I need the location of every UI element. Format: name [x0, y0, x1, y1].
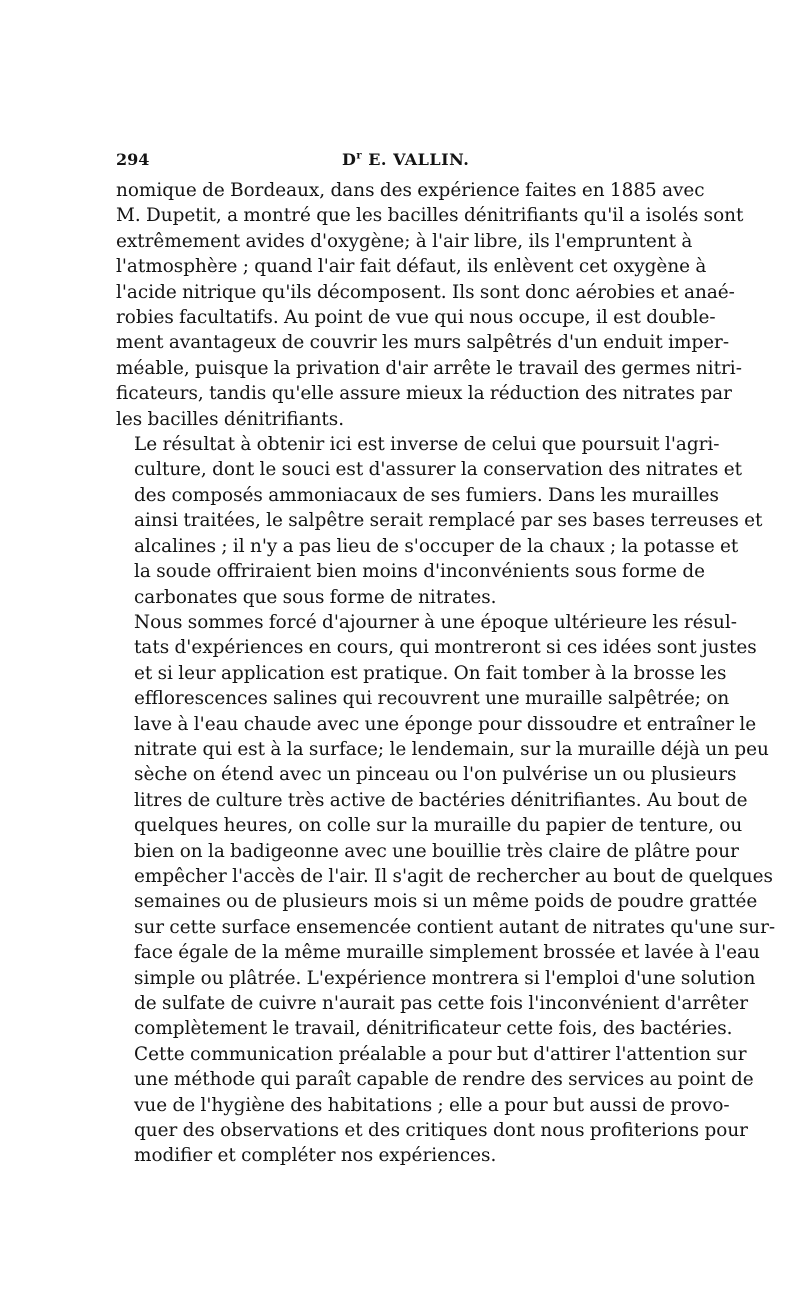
author-prefix: $D^r$	[342, 150, 363, 169]
paragraph	[116, 432, 763, 610]
text-line: culture, dont le souci est d'assurer la conservation des nitrates et	[134, 459, 742, 481]
text-line: carbonates que sous forme de nitrates.	[134, 586, 497, 608]
running-head	[342, 150, 469, 169]
text-line: les bacilles dénitrifiants.	[116, 408, 345, 430]
text-line: M. Dupetit, a montré que les bacilles dénitrifiants qu'il a isolés sont	[116, 205, 744, 227]
text-line: vue de l'hygiène des habitations ; elle a pour but aussi de provo-	[134, 1094, 730, 1116]
text-line: l'atmosphère ; quand l'air fait défaut, ils enlèvent cet oxygène à	[116, 256, 707, 278]
text-line: sur cette surface ensemencée contient autant de nitrates qu'une sur-	[134, 916, 776, 938]
text-line: semaines ou de plusieurs mois si un même poids de poudre grattée	[134, 891, 758, 913]
text-line: et si leur application est pratique. On fait tomber à la brosse les	[134, 662, 727, 684]
text-line: nitrate qui est à la surface; le lendemain, sur la muraille déjà un peu	[134, 738, 769, 760]
text-line: complètement le travail, dénitrificateur cette fois, des bactéries.	[134, 1018, 733, 1040]
text-line: modifier et compléter nos expériences.	[134, 1145, 497, 1167]
text-line: robies facultatifs. Au point de vue qui nous occupe, il est double-	[116, 307, 716, 329]
book-page	[116, 150, 776, 1169]
text-line: l'acide nitrique qu'ils décomposent. Ils sont donc aérobies et anaé-	[116, 281, 735, 303]
text-line: méable, puisque la privation d'air arrête le travail des germes nitri-	[116, 357, 742, 379]
text-line: sèche on étend avec un pinceau ou l'on pulvérise un ou plusieurs	[134, 764, 737, 786]
text-line: des composés ammoniacaux de ses fumiers. Dans les murailles	[134, 484, 719, 506]
text-line: litres de culture très active de bactéries dénitrifiantes. Au bout de	[134, 789, 748, 811]
page-number: 294	[116, 150, 150, 169]
author-name: E. VALLIN.	[362, 150, 470, 169]
text-line: de sulfate de cuivre n'aurait pas cette fois l'inconvénient d'arrêter	[134, 993, 749, 1014]
text-line: Nous sommes forcé d'ajourner à une époque ultérieure les résul-	[134, 611, 737, 633]
text-line: ment avantageux de couvrir les murs salpêtrés d'un enduit imper-	[116, 332, 730, 354]
paragraph	[116, 610, 776, 1042]
text-line: ficateurs, tandis qu'elle assure mieux la réduction des nitrates par	[116, 383, 732, 405]
text-line: lave à l'eau chaude avec une éponge pour dissoudre et entraîner le	[134, 713, 757, 735]
text-line: quelques heures, on colle sur la muraille du papier de tenture, ou	[134, 815, 743, 837]
body-text	[116, 178, 776, 1169]
text-line: empêcher l'accès de l'air. Il s'agit de rechercher au bout de quelques	[134, 865, 773, 887]
text-line: simple ou plâtrée. L'expérience montrera si l'emploi d'une solution	[134, 967, 756, 989]
text-line: une méthode qui paraît capable de rendre des services au point de	[134, 1069, 754, 1091]
text-line: extrêmement avides d'oxygène; à l'air libre, ils l'empruntent à	[116, 230, 693, 252]
text-line: Le résultat à obtenir ici est inverse de celui que poursuit l'agri-	[134, 434, 720, 456]
text-line: ainsi traitées, le salpêtre serait remplacé par ses bases terreuses et	[134, 510, 763, 532]
text-line: face égale de la même muraille simplement brossée et lavée à l'eau	[134, 942, 760, 964]
text-line: la soude offriraient bien moins d'inconvénients sous forme de	[134, 561, 706, 583]
paragraph	[116, 1042, 754, 1169]
text-line: alcalines ; il n'y a pas lieu de s'occuper de la chaux ; la potasse et	[134, 535, 739, 557]
text-line: bien on la badigeonne avec une bouillie très claire de plâtre pour	[134, 840, 739, 862]
text-line: efflorescences salines qui recouvrent une muraille salpêtrée; on	[134, 688, 730, 710]
text-line: Cette communication préalable a pour but d'attirer l'attention sur	[134, 1043, 747, 1065]
page-header	[116, 150, 683, 178]
paragraph	[116, 178, 744, 432]
text-line: tats d'expériences en cours, qui montreront si ces idées sont justes	[134, 637, 757, 659]
text-line: quer des observations et des critiques dont nous profiterions pour	[134, 1120, 748, 1142]
text-line: nomique de Bordeaux, dans des expérience faites en 1885 avec	[116, 180, 705, 201]
